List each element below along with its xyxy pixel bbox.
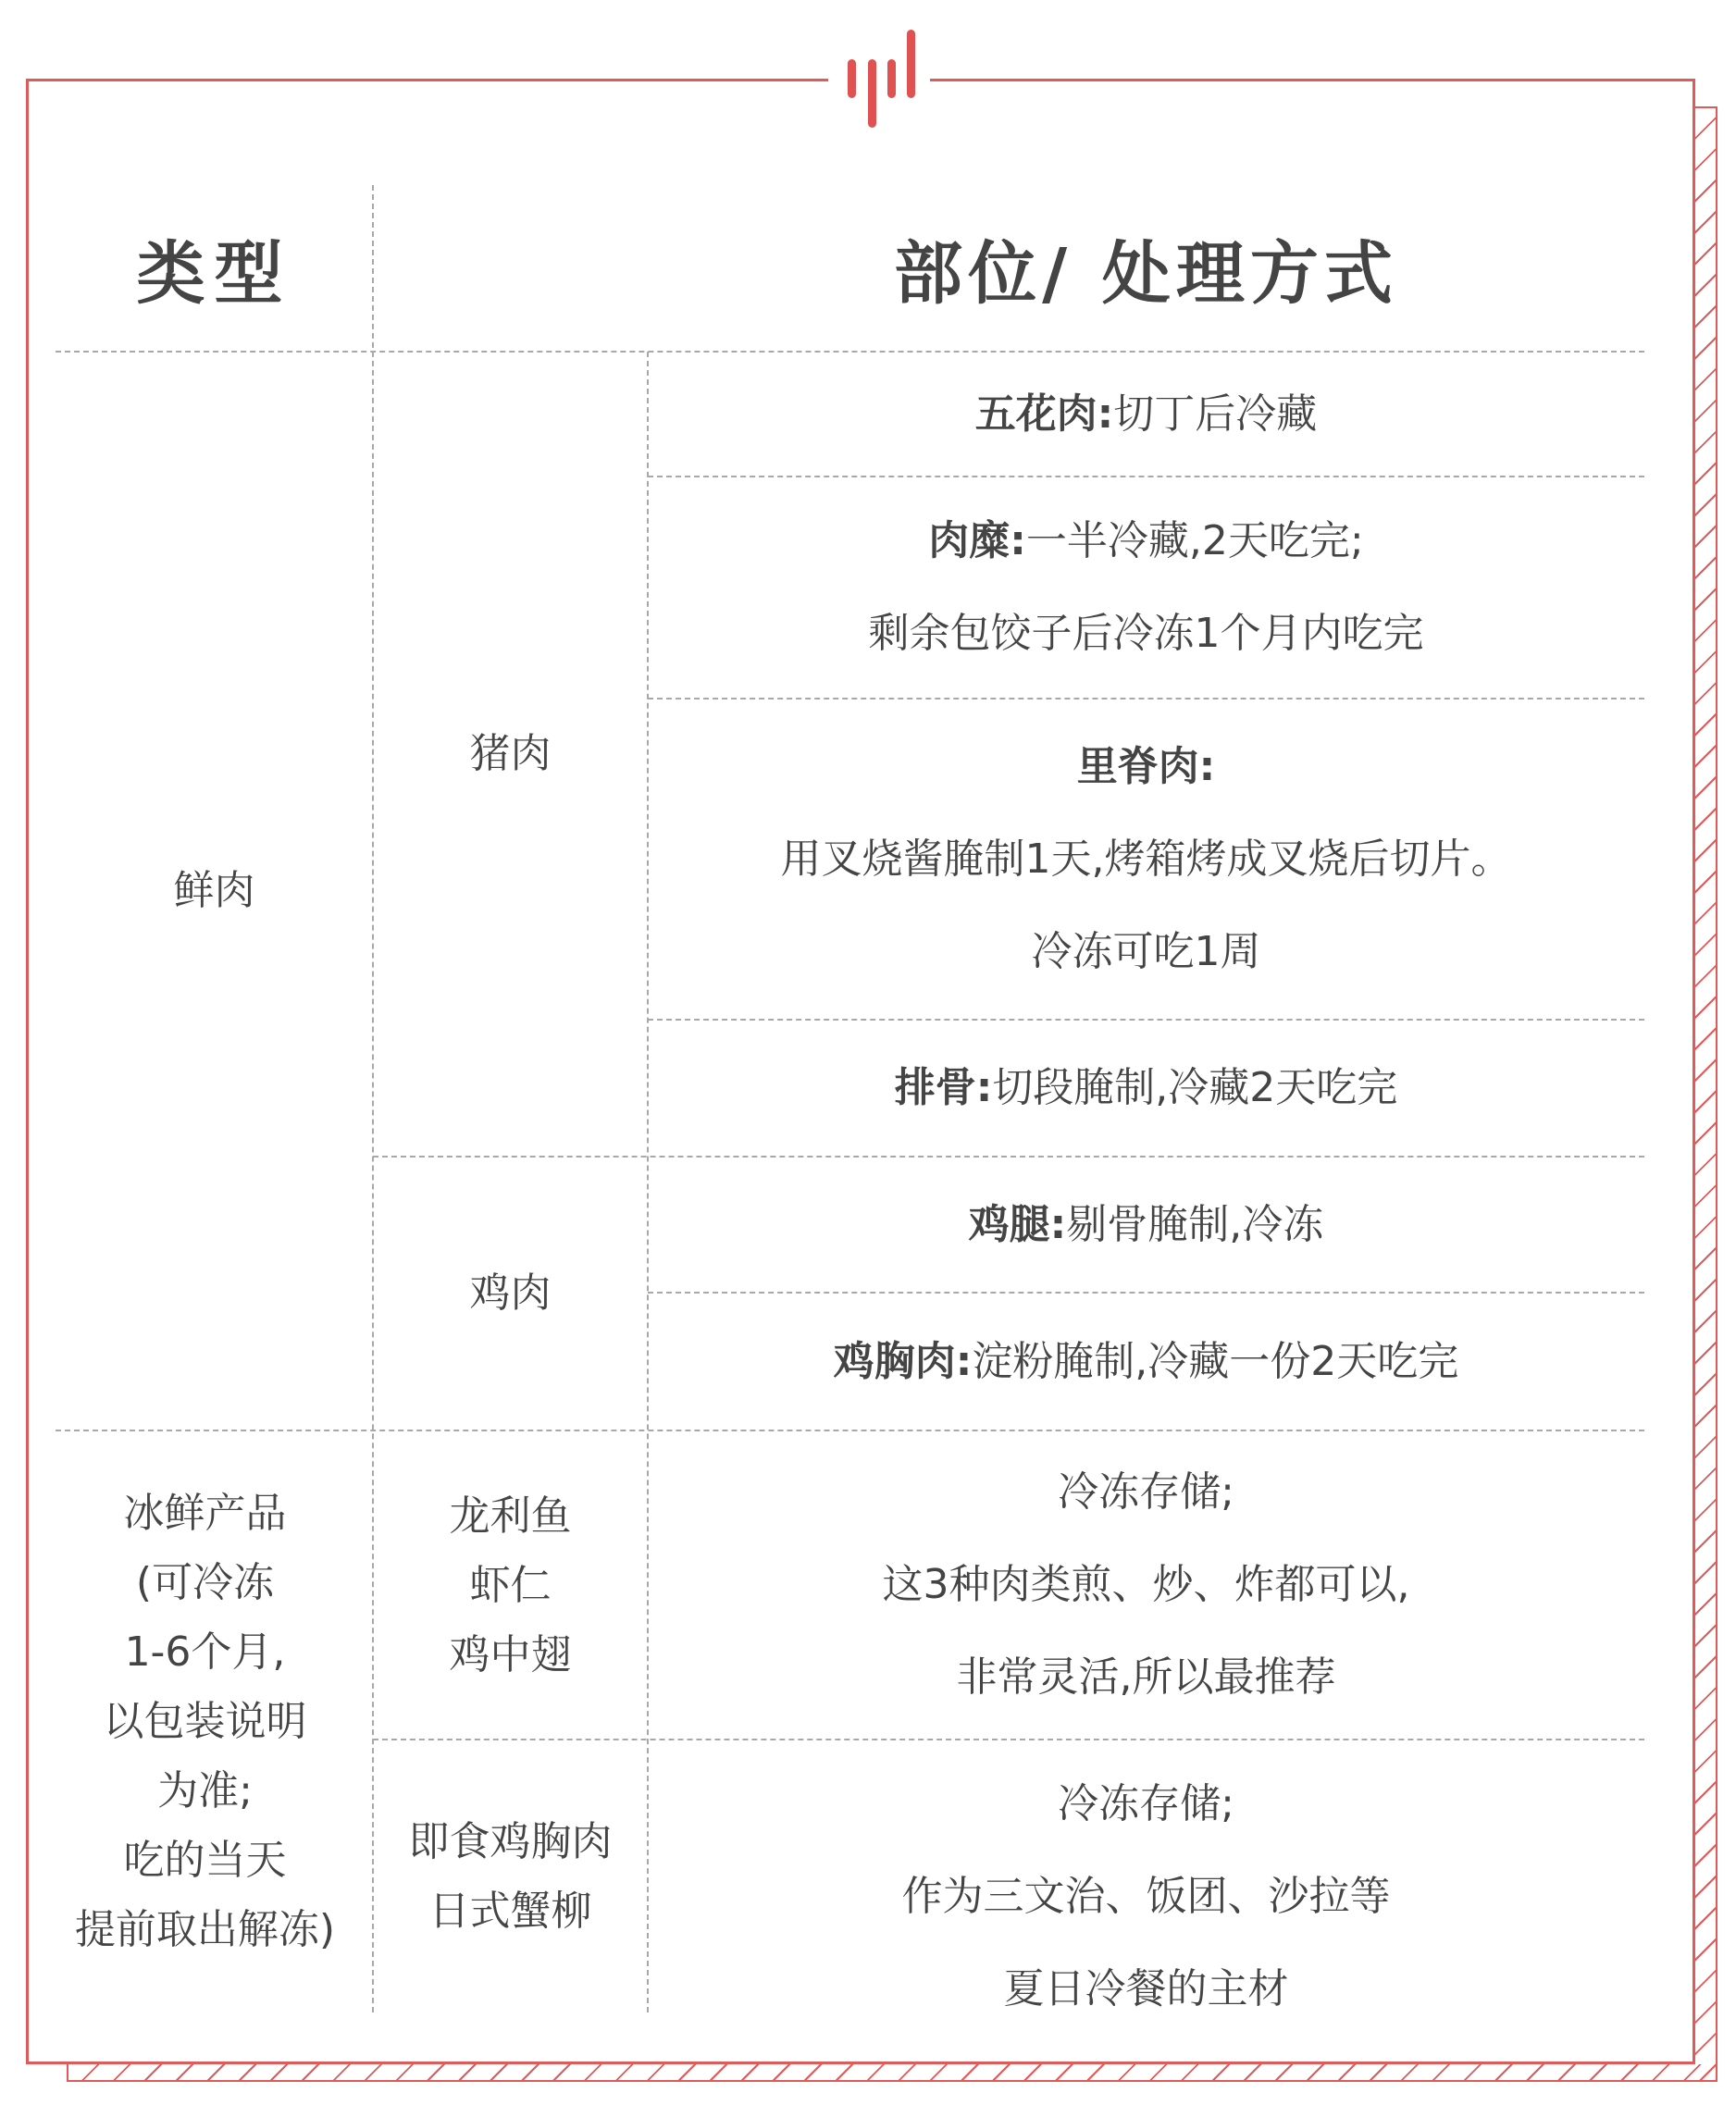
group-ready-to-eat: 即食鸡胸肉 日式蟹柳 <box>408 1817 613 1935</box>
category-fresh-meat: 鲜肉 <box>173 867 255 914</box>
frame-shadow-right <box>1695 106 1717 2082</box>
group-chicken: 鸡肉 <box>469 1269 552 1317</box>
item-pork-belly: 五花肉:切丁后冷藏 <box>974 390 1318 438</box>
frame-shadow-bottom <box>67 2064 1717 2082</box>
item-spare-ribs: 排骨:切段腌制,冷藏2天吃完 <box>894 1064 1398 1111</box>
method-frozen-versatile: 冷冻存储; 这3种肉类煎、炒、炸都可以, 非常灵活,所以最推荐 <box>882 1468 1410 1701</box>
header-type: 类型 <box>136 234 292 314</box>
method-frozen-cold-meal: 冷冻存储; 作为三文治、饭团、沙拉等 夏日冷餐的主材 <box>901 1780 1391 2012</box>
item-pork-tenderloin: 里脊肉: 用叉烧酱腌制1天,烤箱烤成叉烧后切片。 冷冻可吃1周 <box>780 742 1512 975</box>
item-minced-pork: 肉糜:一半冷藏,2天吃完; 剩余包饺子后冷冻1个月内吃完 <box>868 517 1424 657</box>
item-chicken-breast: 鸡胸肉:淀粉腌制,冷藏一份2天吃完 <box>833 1337 1459 1385</box>
item-chicken-leg: 鸡腿:剔骨腌制,冷冻 <box>968 1200 1324 1248</box>
group-fish-shrimp-wings: 龙利鱼 虾仁 鸡中翅 <box>449 1492 572 1678</box>
group-pork: 猪肉 <box>469 730 552 777</box>
header-part-method: 部位/ 处理方式 <box>894 234 1398 314</box>
category-chilled-products: 冰鲜产品 (可冷冻 1-6个月, 以包装说明 为准; 吃的当天 提前取出解冻) <box>74 1490 336 1953</box>
